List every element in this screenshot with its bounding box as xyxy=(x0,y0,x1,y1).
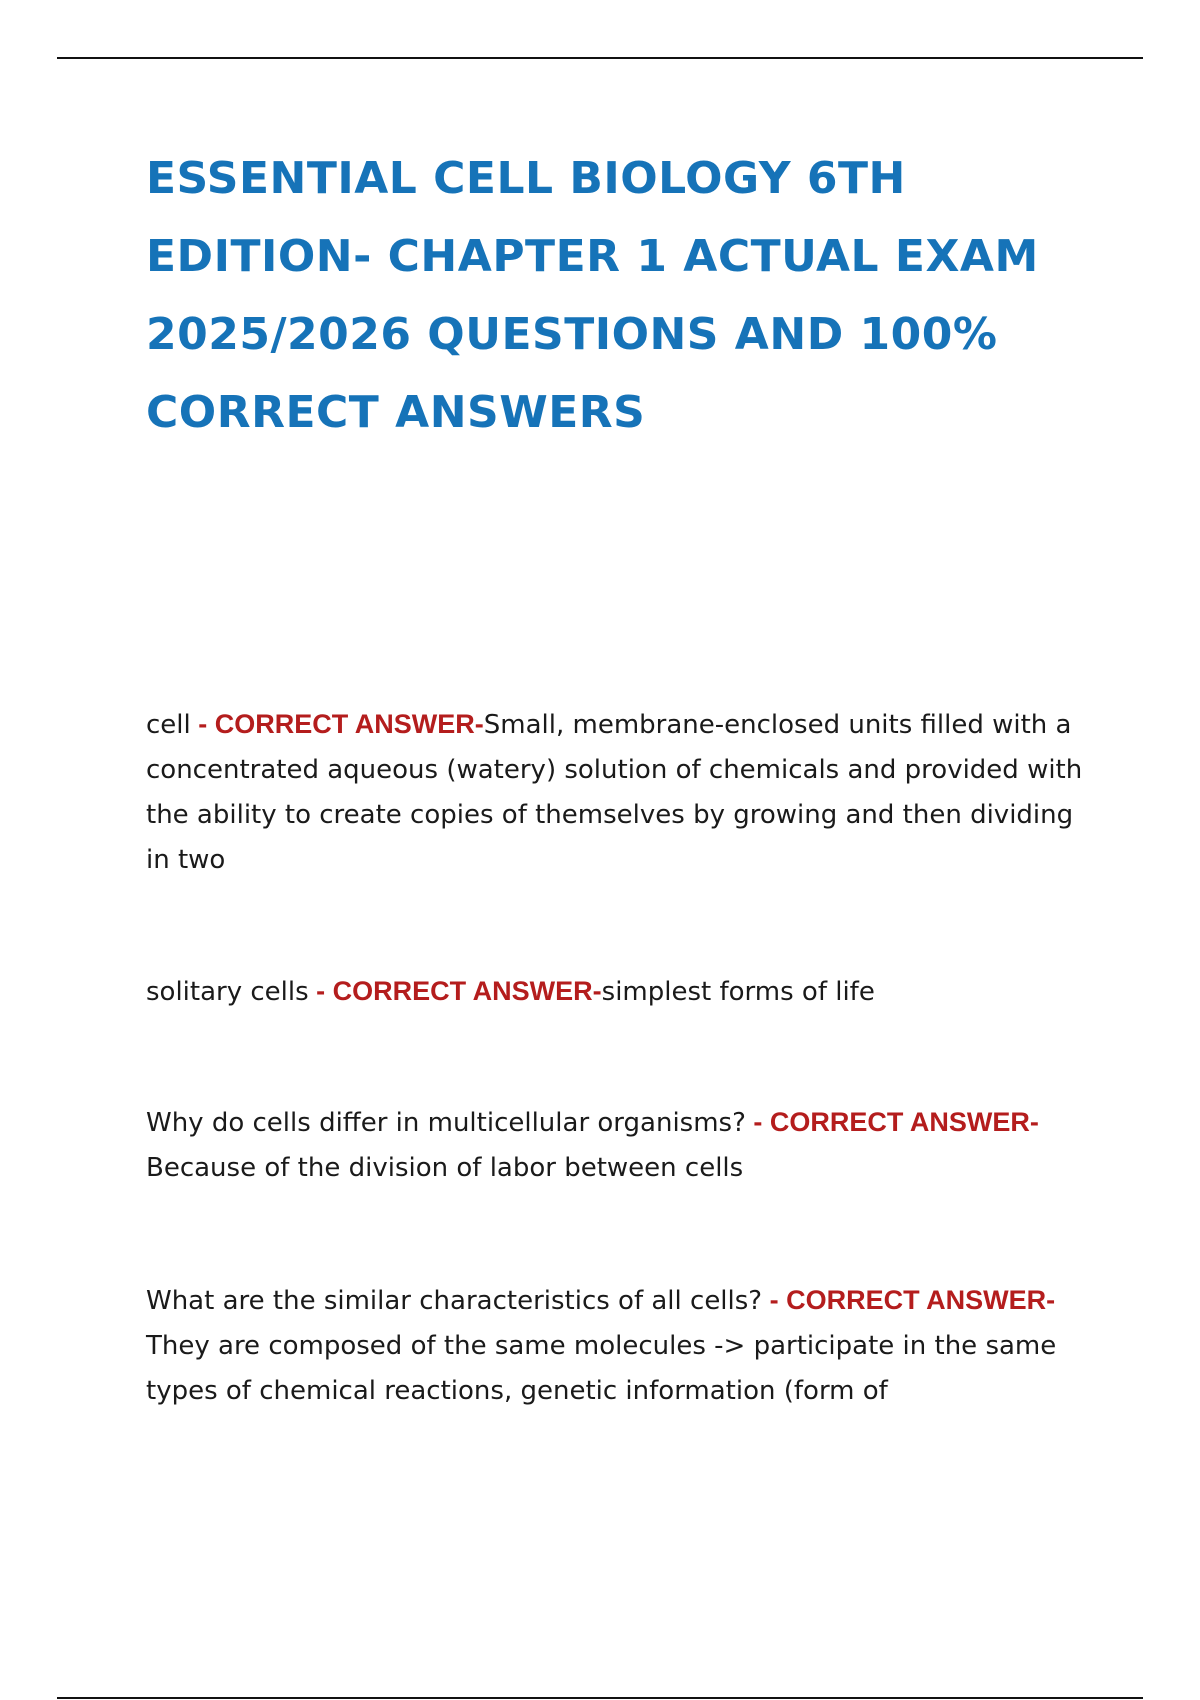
correct-answer-label: CORRECT ANSWER- xyxy=(769,1107,1039,1137)
document-title: ESSENTIAL CELL BIOLOGY 6TH EDITION- CHAPTER 1 ACTUAL EXAM 2025/2026 QUESTIONS AND 100% CORRECT ANSWERS xyxy=(146,153,1039,438)
qa-entry xyxy=(146,969,1096,1015)
separator: - xyxy=(745,1107,770,1137)
answer-label xyxy=(762,1285,1055,1315)
correct-answer-label: CORRECT ANSWER- xyxy=(786,1285,1056,1315)
answer-text: Because of the division of labor between cells xyxy=(146,1153,744,1183)
separator: - xyxy=(308,976,333,1006)
answer-text: simplest forms of life xyxy=(601,977,875,1007)
correct-answer-label: CORRECT ANSWER- xyxy=(332,976,602,1006)
top-divider xyxy=(57,57,1143,59)
answer-text: Small, membrane-enclosed units filled with a concentrated aqueous (watery) solution of chemicals and provided with the ability to create copies of themselves by growing and then dividing in two xyxy=(146,710,1083,875)
bottom-divider xyxy=(57,1697,1143,1699)
question-text: solitary cells xyxy=(146,977,309,1007)
correct-answer-label: CORRECT ANSWER- xyxy=(214,709,484,739)
answer-label xyxy=(746,1107,1039,1137)
answer-label xyxy=(309,976,602,1006)
answer-label xyxy=(191,709,484,739)
qa-entry xyxy=(146,1278,1096,1414)
qa-entry xyxy=(146,702,1096,883)
separator: - xyxy=(762,1285,787,1315)
separator: - xyxy=(190,709,215,739)
question-text: cell xyxy=(146,710,191,740)
question-text: Why do cells differ in multicellular organisms? xyxy=(146,1108,746,1138)
question-text: What are the similar characteristics of all cells? xyxy=(146,1286,763,1316)
qa-entry xyxy=(146,1100,1096,1191)
answer-text: They are composed of the same molecules -> participate in the same types of chemical reactions, genetic information (form of xyxy=(146,1331,1057,1406)
